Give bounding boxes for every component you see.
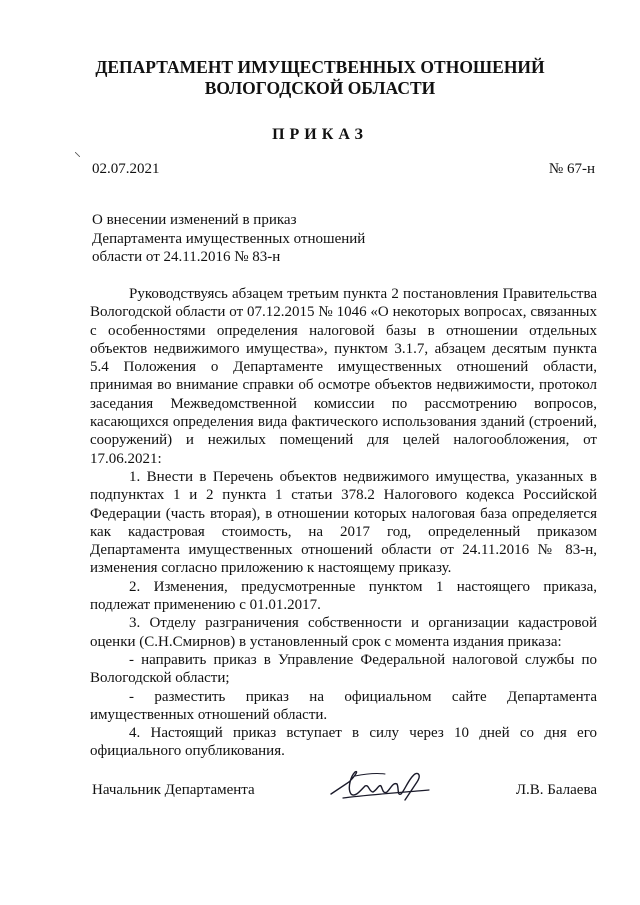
handwritten-signature: [325, 764, 437, 804]
header-line-2: ВОЛОГОДСКОЙ ОБЛАСТИ: [204, 78, 436, 98]
header-line-1: ДЕПАРТАМЕНТ ИМУЩЕСТВЕННЫХ ОТНОШЕНИЙ: [95, 57, 545, 77]
order-title: ПРИКАЗ: [272, 126, 368, 143]
order-body: [90, 285, 597, 761]
subject-line-3: области от 24.11.2016 № 83-н: [92, 249, 281, 265]
item-4-paragraph: 4. Настоящий приказ вступает в силу через 10 дней со дня его официального опубликования.: [90, 725, 597, 760]
stray-mark: [75, 152, 80, 157]
department-header: [0, 57, 640, 99]
item-2-paragraph: 2. Изменения, предусмотренные пунктом 1 настоящего приказа, подлежат применению с 01.01.2017.: [90, 578, 597, 614]
subject-line-2: Департамента имущественных отношений: [92, 230, 366, 247]
order-date: 02.07.2021: [92, 161, 160, 177]
subject-line-1: О внесении изменений в приказ: [92, 212, 297, 228]
item-1-paragraph: 1. Внести в Перечень объектов недвижимого имущества, указанных в подпунктах 1 и 2 пункта 1 статьи 378.2 Налогового кодекса Российской Федерации (часть вторая), в отношении которых налоговая база определяется как кадастровая стоимость, на 2017 год, определенный приказом Департамента имущественных отношений области от 24.11.2016 № 83-н, изменения согласно приложению к настоящему приказу.: [90, 468, 597, 577]
item-3-dash-2: - разместить приказ на официальном сайте Департамента имущественных отношений области.: [90, 688, 597, 723]
order-subject: [92, 211, 365, 267]
item-3-paragraph: 3. Отделу разграничения собственности и организации кадастровой оценки (С.Н.Смирнов) в установленный срок с момента издания приказа:: [90, 615, 597, 650]
signatory-name: Л.В. Балаева: [515, 782, 597, 798]
signatory-title: Начальник Департамента: [92, 782, 255, 798]
preamble-paragraph: Руководствуясь абзацем третьим пункта 2 постановления Правительства Вологодской области от 07.12.2015 № 1046 «О некоторых вопросах, связанных с особенностями определения налоговой базы в отношении отдельных объектов недвижимого имущества», пунктом 3.1.7, абзацем десятым пункта 5.4 Положения о Департаменте имущественных отношений области, принимая во внимание справки об осмотре объектов недвижимости, протокол заседания Межведомственной комиссии по рассмотрению вопросов, касающихся определения вида фактического использования зданий (строений, сооружений) и нежилых помещений для целей налогообложения, от 17.06.2021:: [90, 286, 597, 467]
order-number: № 67-н: [548, 161, 595, 177]
item-3-dash-1: - направить приказ в Управление Федеральной налоговой службы по Вологодской области;: [90, 651, 597, 687]
